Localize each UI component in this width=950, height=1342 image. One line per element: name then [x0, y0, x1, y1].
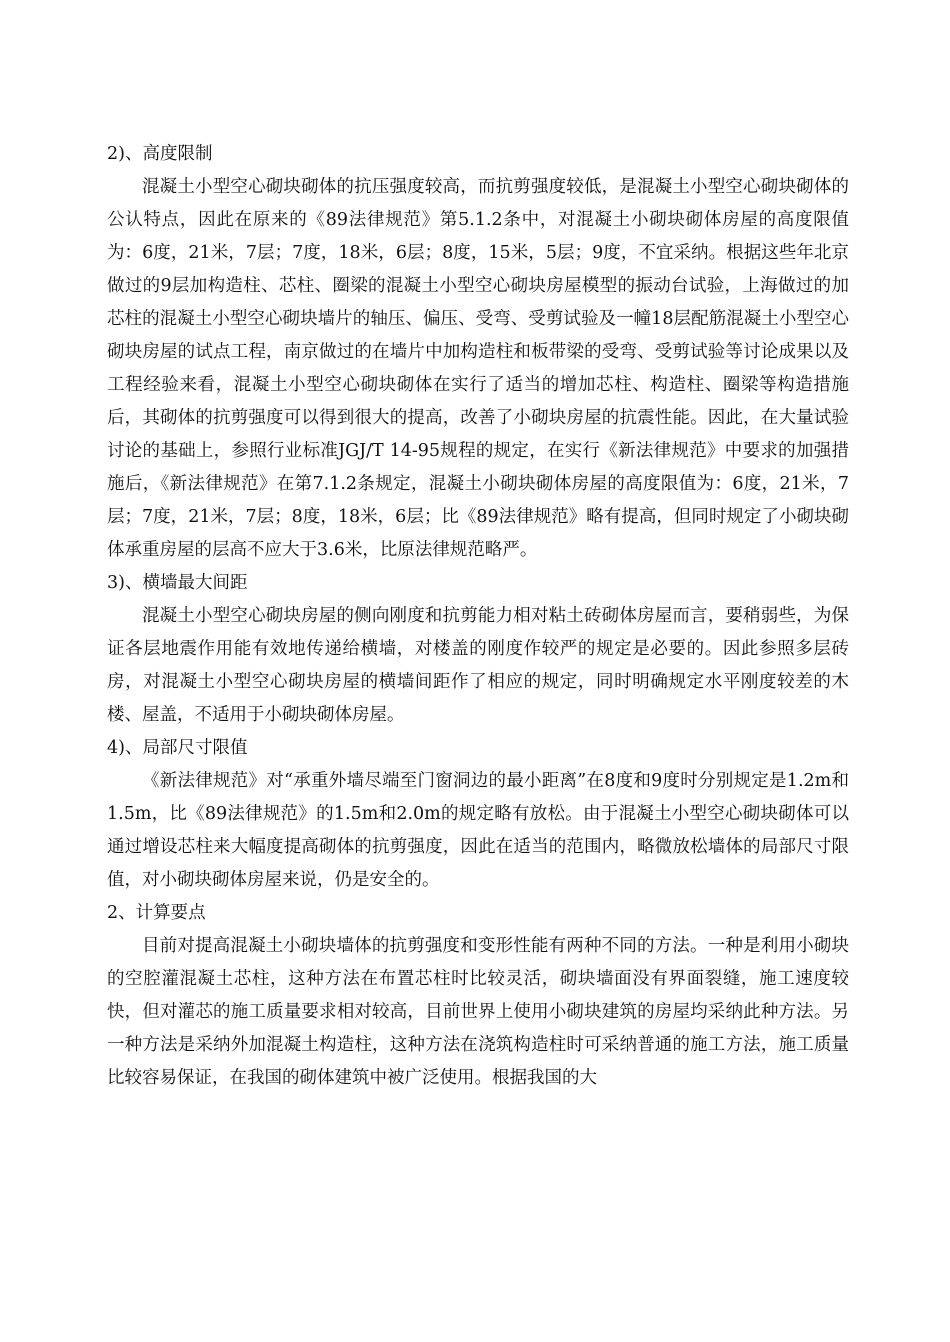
document-body [107, 138, 849, 1095]
section-heading-calculation-points: 2、计算要点 [107, 903, 206, 923]
paragraph-calculation-points: 目前对提高混凝土小砌块墙体的抗剪强度和变形性能有两种不同的方法。一种是利用小砌块的空腔灌混凝土芯柱，这种方法在布置芯柱时比较灵活，砌块墙面没有界面裂缝，施工速度较快，但对灌芯的施工质量要求相对较高，目前世界上使用小砌块建筑的房屋均采纳此种方法。另一种方法是采纳外加混凝土构造柱，这种方法在浇筑构造柱时可采纳普通的施工方法，施工质量比较容易保证，在我国的砌体建筑中被广泛使用。根据我国的大 [107, 936, 849, 1088]
paragraph-wall-spacing: 混凝土小型空心砌块房屋的侧向刚度和抗剪能力相对粘土砖砌体房屋而言，要稍弱些，为保证各层地震作用能有效地传递给横墙，对楼盖的刚度作较严的规定是必要的。因此参照多层砖房，对混凝土小型空心砌块房屋的横墙间距作了相应的规定，同时明确规定水平刚度较差的木楼、屋盖，不适用于小砌块砌体房屋。 [107, 606, 849, 725]
section-heading-wall-spacing: 3)、横墙最大间距 [107, 573, 248, 593]
section-heading-local-dimensions: 4)、局部尺寸限值 [107, 738, 248, 758]
section-heading-height-limit: 2)、高度限制 [107, 144, 213, 164]
paragraph-local-dimensions: 《新法律规范》对“承重外墙尽端至门窗洞边的最小距离”在8度和9度时分别规定是1.2m和1.5m，比《89法律规范》的1.5m和2.0m的规定略有放松。由于混凝土小型空心砌块砌体可以通过增设芯柱来大幅度提高砌体的抗剪强度，因此在适当的范围内，略微放松墙体的局部尺寸限值，对小砌块砌体房屋来说，仍是安全的。 [107, 771, 849, 890]
paragraph-height-limit: 混凝土小型空心砌块砌体的抗压强度较高，而抗剪强度较低，是混凝土小型空心砌块砌体的公认特点，因此在原来的《89法律规范》第5.1.2条中，对混凝土小砌块砌体房屋的高度限值为：6度，21米，7层；7度，18米，6层；8度，15米，5层；9度，不宜采纳。根据这些年北京做过的9层加构造柱、芯柱、圈梁的混凝土小型空心砌块房屋模型的振动台试验，上海做过的加芯柱的混凝土小型空心砌块墙片的轴压、偏压、受弯、受剪试验及一幢18层配筋混凝土小型空心砌块房屋的试点工程，南京做过的在墙片中加构造柱和板带梁的受弯、受剪试验等讨论成果以及工程经验来看，混凝土小型空心砌块砌体在实行了适当的增加芯柱、构造柱、圈梁等构造措施后，其砌体的抗剪强度可以得到很大的提高，改善了小砌块房屋的抗震性能。因此，在大量试验讨论的基础上，参照行业标准JGJ/T 14-95规程的规定，在实行《新法律规范》中要求的加强措施后，《新法律规范》在第7.1.2条规定，混凝土小砌块砌体房屋的高度限值为：6度，21米，7层；7度，21米，7层；8度，18米，6层；比《89法律规范》略有提高，但同时规定了小砌块砌体承重房屋的层高不应大于3.6米，比原法律规范略严。 [107, 177, 849, 560]
